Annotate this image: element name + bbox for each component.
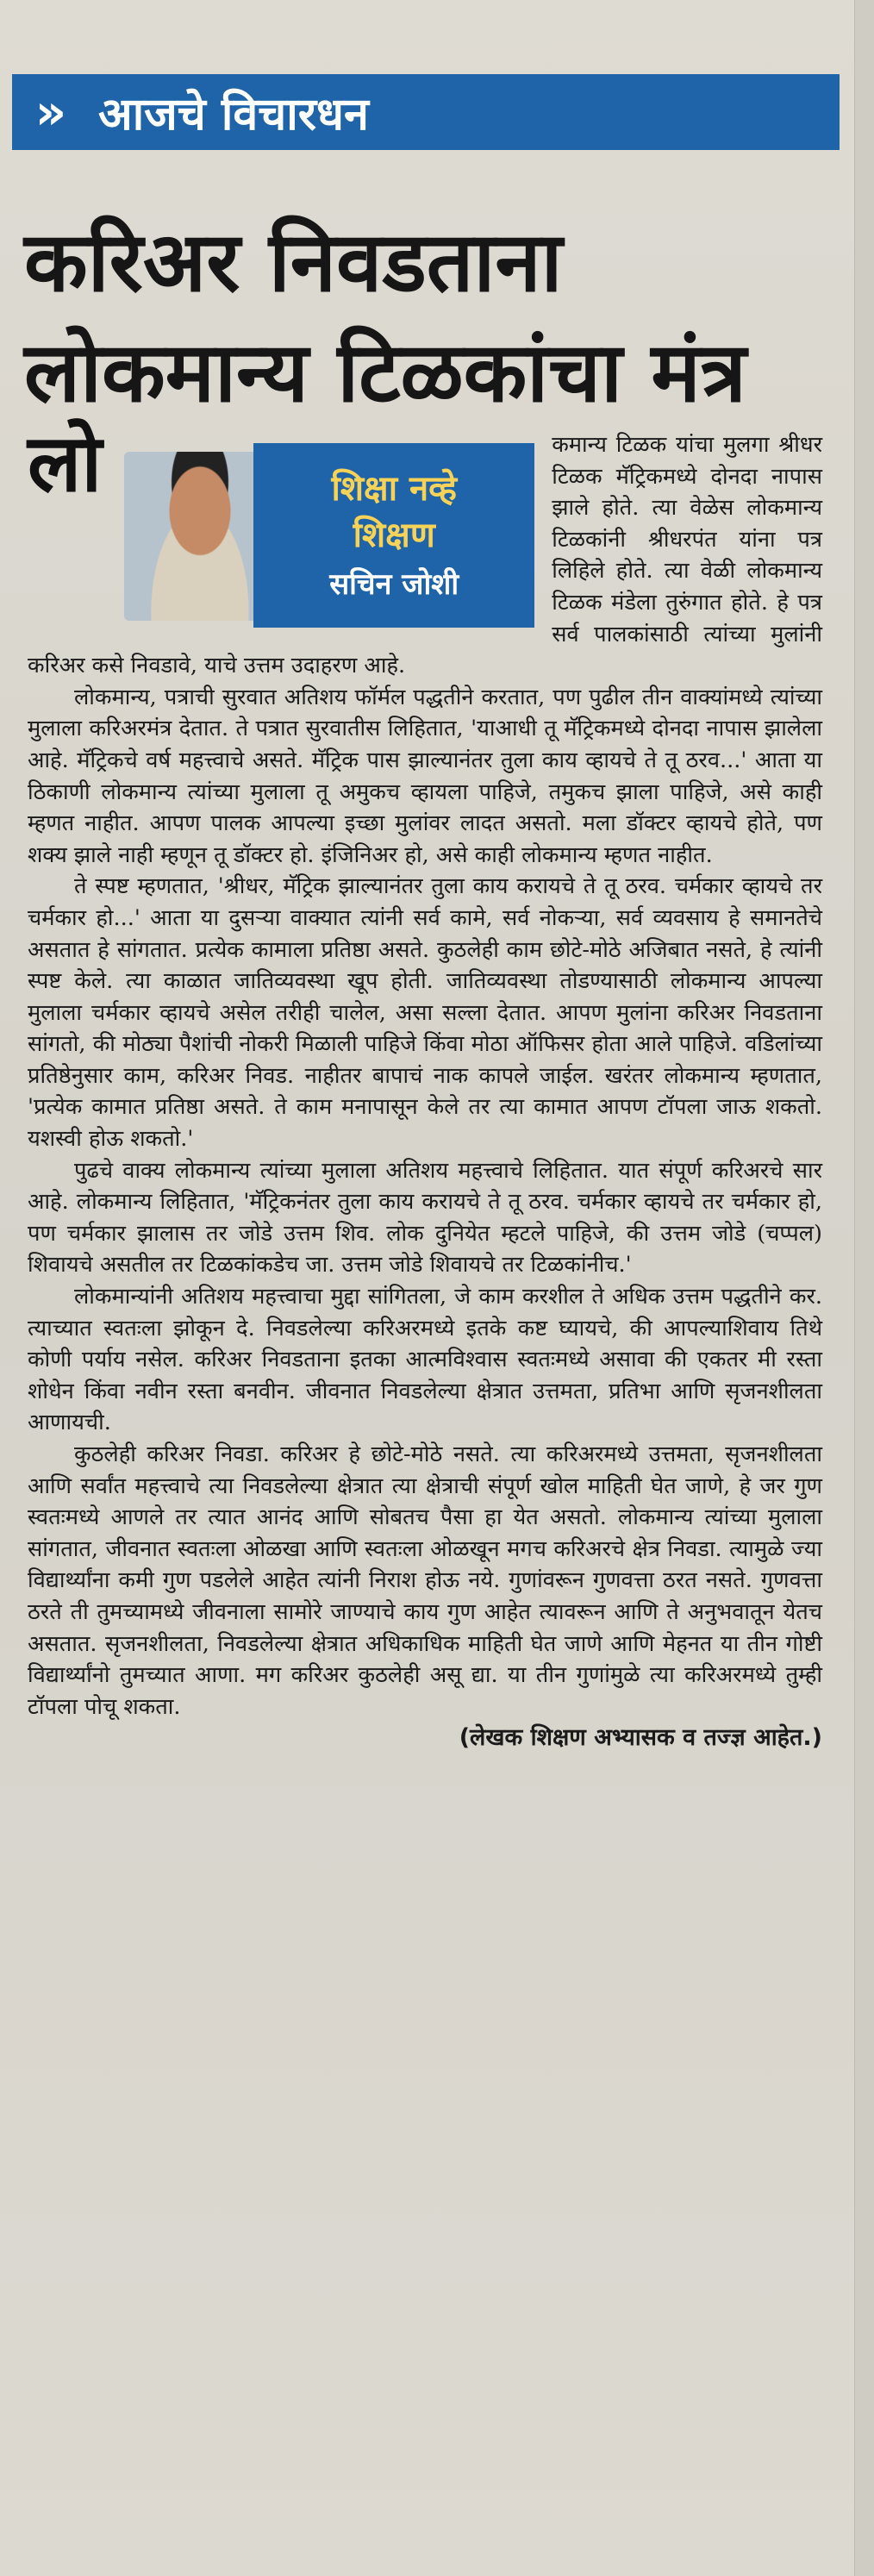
headline [24, 207, 826, 428]
page-edge [854, 0, 874, 2576]
double-chevron-icon: » [34, 84, 59, 141]
headline-line-2: लोकमान्य टिळकांचा मंत्र [24, 324, 746, 421]
section-header [12, 74, 840, 150]
paragraph-1-text: कमान्य टिळक यांचा मुलगा श्रीधर टिळक मॅट्रिकमध्ये दोनदा नापास झाले होते. त्या वेळेस लोकमान्य टिळकांनी श्रीधरपंत यांना पत्र लिहिले होते. त्या वेळी लोकमान्य टिळक मंडेला तुरुंगात होते. हे पत्र सर्व पालकांसाठी त्यांच्या मुलांनी करिअर कसे निवडावे, याचे उत्तम उदाहरण आहे. [28, 432, 822, 679]
column-name-line-1: शिक्षा नव्हे [331, 469, 457, 509]
headline-line-1: करिअर निवडताना [24, 214, 563, 310]
paragraph-3: ते स्पष्ट म्हणतात, 'श्रीधर, मॅट्रिक झाल्यानंतर तुला काय करायचे ते तू ठरव. चर्मकार व्हायचे तर चर्मकार हो...' आता या दुसऱ्या वाक्यात त्यांनी सर्व कामे, सर्व नोकऱ्या, सर्व व्यवसाय हे समानतेचे असतात हे सांगतात. प्रत्येक कामाला प्रतिष्ठा असते. कुठलेही काम छोटे-मोठे अजिबात नसते, हे त्यांनी स्पष्ट केले. त्या काळात जातिव्यवस्था खूप होती. जातिव्यवस्था तोडण्यासाठी लोकमान्य आपल्या मुलाला चर्मकार व्हायचे असेल तरीही चालेल, असा सल्ला देतात. आपण मुलांना करिअर निवडताना सांगतो, की मोठ्या पैशांची नोकरी मिळाली पाहिजे किंवा मोठा ऑफिसर होता आले पाहिजे. वडिलांच्या प्रतिष्ठेनुसार काम, करिअर निवड. नाहीतर बापाचं नाक कापले जाईल. खरंतर लोकमान्य म्हणतात, 'प्रत्येक कामात प्रतिष्ठा असते. ते काम मनापासून केले तर त्या कामात आपण टॉपला जाऊ शकतो. यशस्वी होऊ शकतो.' [28, 873, 822, 1153]
section-label: आजचे विचारधन [98, 88, 369, 141]
drop-cap: लो [28, 417, 103, 510]
author-name: सचिन जोशी [329, 567, 459, 602]
paragraph-2: लोकमान्य, पत्राची सुरवात अतिशय फॉर्मल पद्धतीने करतात, पण पुढील तीन वाक्यांमध्ये त्यांच्या मुलाला करिअरमंत्र देतात. ते पत्रात सुरवातीस लिहितात, 'याआधी तू मॅट्रिकमध्ये दोनदा नापास झालेला आहे. मॅट्रिकचे वर्ष महत्त्वाचे असते. मॅट्रिक पास झाल्यानंतर तुला काय व्हायचे ते तू ठरव...' आता या ठिकाणी लोकमान्य त्यांच्या मुलाला तू अमुकच व्हायला पाहिजे, तमुकच झाला पाहिजे, असे काही म्हणत नाहीत. आपण पालक आपल्या इच्छा मुलांवर लादत असतो. मला डॉक्टर व्हायचे होते, पण शक्य झाले नाही म्हणून तू डॉक्टर हो. इंजिनिअर हो, असे काही लोकमान्य म्हणत नाहीत. [28, 684, 822, 868]
paragraph-1 [28, 417, 822, 682]
author-note: (लेखक शिक्षण अभ्यासक व तज्ज्ञ आहेत.) [459, 1724, 822, 1752]
paragraph-6: कुठलेही करिअर निवडा. करिअर हे छोटे-मोठे नसते. त्या करिअरमध्ये उत्तमता, सृजनशीलता आणि सर्वांत महत्त्वाचे त्या निवडलेल्या क्षेत्रात त्या क्षेत्राची संपूर्ण खोल माहिती घेत जाणे, हे जर गुण स्वतःमध्ये आणले तर त्यात आनंद आणि सोबतच पैसा हा येत असतो. लोकमान्य त्यांच्या मुलाला सांगतात, जीवनात स्वतःला ओळखा आणि स्वतःला ओळखून मगच करिअरचे क्षेत्र निवडा. त्यामुळे ज्या विद्यार्थ्यांना कमी गुण पडलेले आहेत त्यांनी निराश होऊ नये. गुणांवरून गुणवत्ता ठरत नसते. गुणवत्ता ठरते ती तुमच्यामध्ये जीवनाला सामोरे जाण्याचे काय गुण आहेत त्यावरून आणि ते अनुभवातून येतच असतात. सृजनशीलता, निवडलेल्या क्षेत्रात अधिकाधिक माहिती घेत जाणे आणि मेहनत या तीन गोष्टी विद्यार्थ्यांनो तुमच्यात आणा. मग करिअर कुठलेही असू द्या. या तीन गुणांमुळे त्या करिअरमध्ये तुम्ही टॉपला पोचू शकता. [28, 1441, 822, 1720]
paragraph-4: पुढचे वाक्य लोकमान्य त्यांच्या मुलाला अतिशय महत्त्वाचे लिहितात. यात संपूर्ण करिअरचे सार आहे. लोकमान्य लिहितात, 'मॅट्रिकनंतर तुला काय करायचे ते तू ठरव. चर्मकार व्हायचे तर चर्मकार हो, पण चर्मकार झालास तर जोडे उत्तम शिव. लोक दुनियेत म्हटले पाहिजे, की उत्तम जोडे (चप्पल) शिवायचे असतील तर टिळकांकडेच जा. उत्तम जोडे शिवायचे तर टिळकांनीच.' [28, 1157, 822, 1279]
column-name-line-2: शिक्षण [353, 516, 435, 555]
article-body [28, 417, 822, 1754]
byline-box [124, 443, 536, 628]
column-badge [253, 443, 534, 628]
paragraph-5: लोकमान्यांनी अतिशय महत्त्वाचा मुद्दा सांगितला, जे काम करशील ते अधिक उत्तम पद्धतीने कर. त्याच्यात स्वतःला झोकून दे. निवडलेल्या करिअरमध्ये इतके कष्ट घ्यायचे, की आपल्याशिवाय तिथे कोणी पर्याय नसेल. करिअर निवडताना इतका आत्मविश्वास स्वतःमध्ये असावा की एकतर मी रस्ता शोधेन किंवा नवीन रस्ता बनवीन. जीवनात निवडलेल्या क्षेत्रात उत्तमता, प्रतिभा आणि सृजनशीलता आणायची. [28, 1284, 822, 1436]
